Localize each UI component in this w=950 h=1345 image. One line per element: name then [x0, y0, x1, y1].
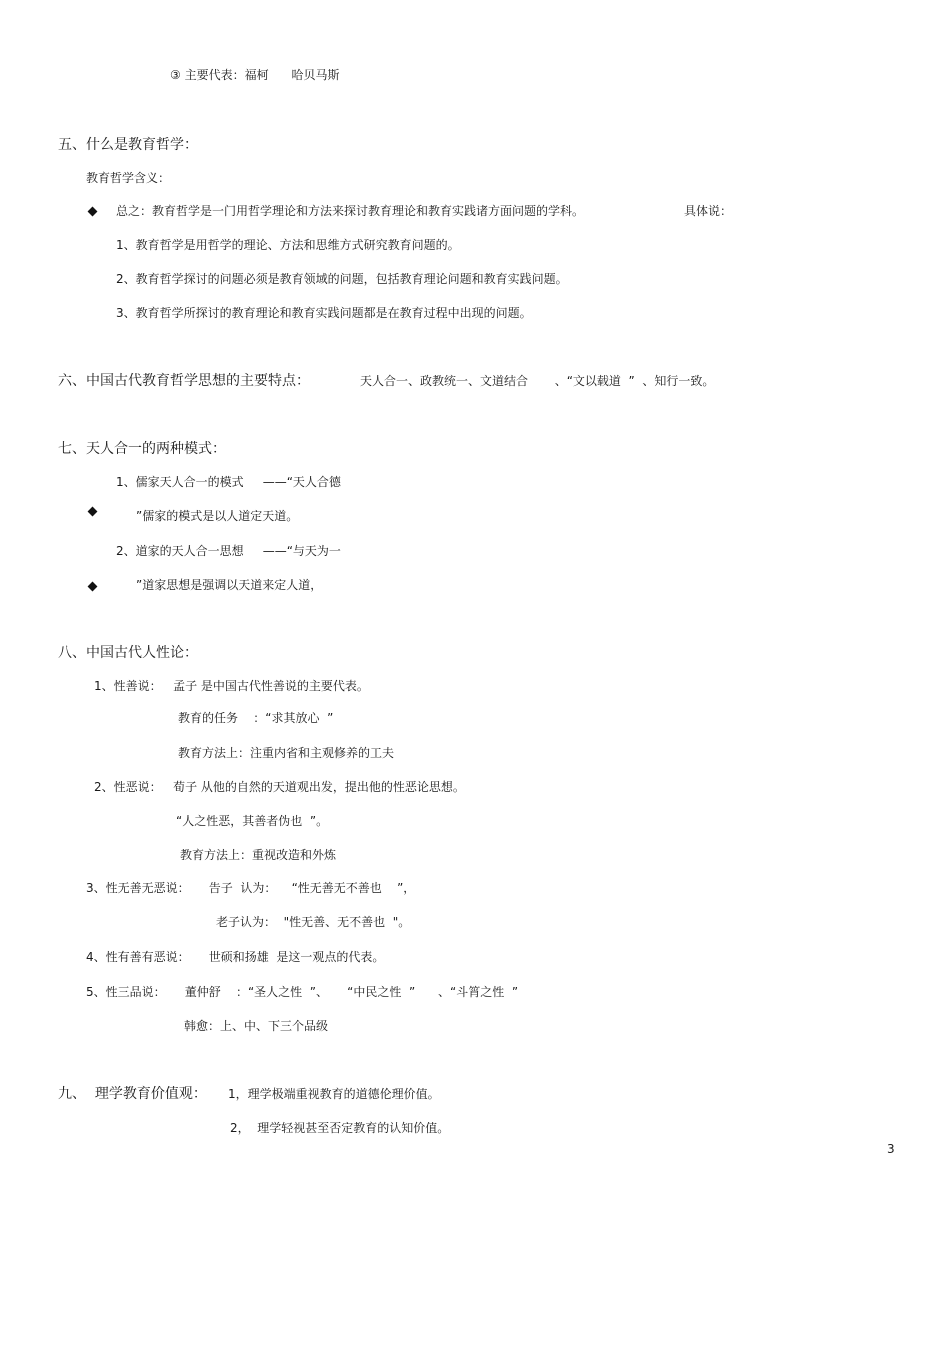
section-5-specific-label: 具体说： [684, 204, 733, 218]
confucian-model: 1、儒家天人合一的模式 ——“天人合德 [116, 475, 341, 489]
theory-three-grades: 5、性三品说： 董仲舒 ：“圣人之性 ”、 “中民之性 ” 、“斗筲之性 ” [86, 985, 519, 999]
section-5-item-1: 1、教育哲学是用哲学的理论、方法和思维方式研究教育问题的。 [116, 238, 460, 252]
section-5-heading: 五、什么是教育哲学： [58, 137, 198, 153]
theory-evil-quote: “人之性恶，其善者伪也 ”。 [176, 814, 329, 828]
section-9-heading: 九、 理学教育价值观： [58, 1086, 207, 1102]
section-6-heading: 六、中国古代教育哲学思想的主要特点： [58, 373, 310, 389]
representatives-line: ③ 主要代表：福柯 哈贝马斯 [170, 68, 340, 82]
diamond-bullet-icon [88, 507, 98, 517]
theory-mixed: 4、性有善有恶说： 世硕和扬雄 是这一观点的代表。 [86, 950, 385, 964]
section-8-heading: 八、中国古代人性论： [58, 645, 198, 661]
diamond-bullet-icon [88, 207, 98, 217]
section-5-subheading: 教育哲学含义： [86, 171, 171, 185]
theory-three-grades-hanyu: 韩愈：上、中、下三个品级 [184, 1019, 329, 1033]
theory-good: 1、性善说： 孟子 是中国古代性善说的主要代表。 [94, 679, 369, 693]
theory-neutral-laozi: 老子认为： "性无善、无不善也 "。 [216, 915, 411, 929]
theory-good-method: 教育方法上：注重内省和主观修养的工夫 [178, 746, 395, 760]
theory-good-task: 教育的任务 ：“求其放心 ” [178, 711, 334, 725]
section-5-summary: 总之：教育哲学是一门用哲学理论和方法来探讨教育理论和教育实践诸方面问题的学科。 [116, 204, 585, 218]
section-6-features: 天人合一、政教统一、文道结合 、“文以载道 ” 、知行一致。 [360, 374, 715, 388]
taoist-model-note: ”道家思想是强调以天道来定人道， [136, 578, 323, 592]
theory-neutral: 3、性无善无恶说： 告子 认为： “性无善无不善也 ”， [86, 881, 416, 895]
section-9-item-2: 2， 理学轻视甚至否定教育的认知价值。 [230, 1121, 450, 1135]
section-5-item-3: 3、教育哲学所探讨的教育理论和教育实践问题都是在教育过程中出现的问题。 [116, 306, 532, 320]
theory-evil: 2、性恶说： 荀子 从他的自然的天道观出发，提出他的性恶论思想。 [94, 780, 465, 794]
section-5-item-2: 2、教育哲学探讨的问题必须是教育领域的问题，包括教育理论问题和教育实践问题。 [116, 272, 568, 286]
taoist-model: 2、道家的天人合一思想 ——“与天为一 [116, 544, 341, 558]
section-7-heading: 七、天人合一的两种模式： [58, 441, 226, 457]
confucian-model-note: ”儒家的模式是以人道定天道。 [136, 509, 299, 523]
page-number: 3 [887, 1142, 895, 1156]
theory-evil-method: 教育方法上：重视改造和外炼 [180, 848, 337, 862]
section-9-item-1: 1，理学极端重视教育的道德伦理价值。 [228, 1087, 440, 1101]
diamond-bullet-icon [88, 582, 98, 592]
